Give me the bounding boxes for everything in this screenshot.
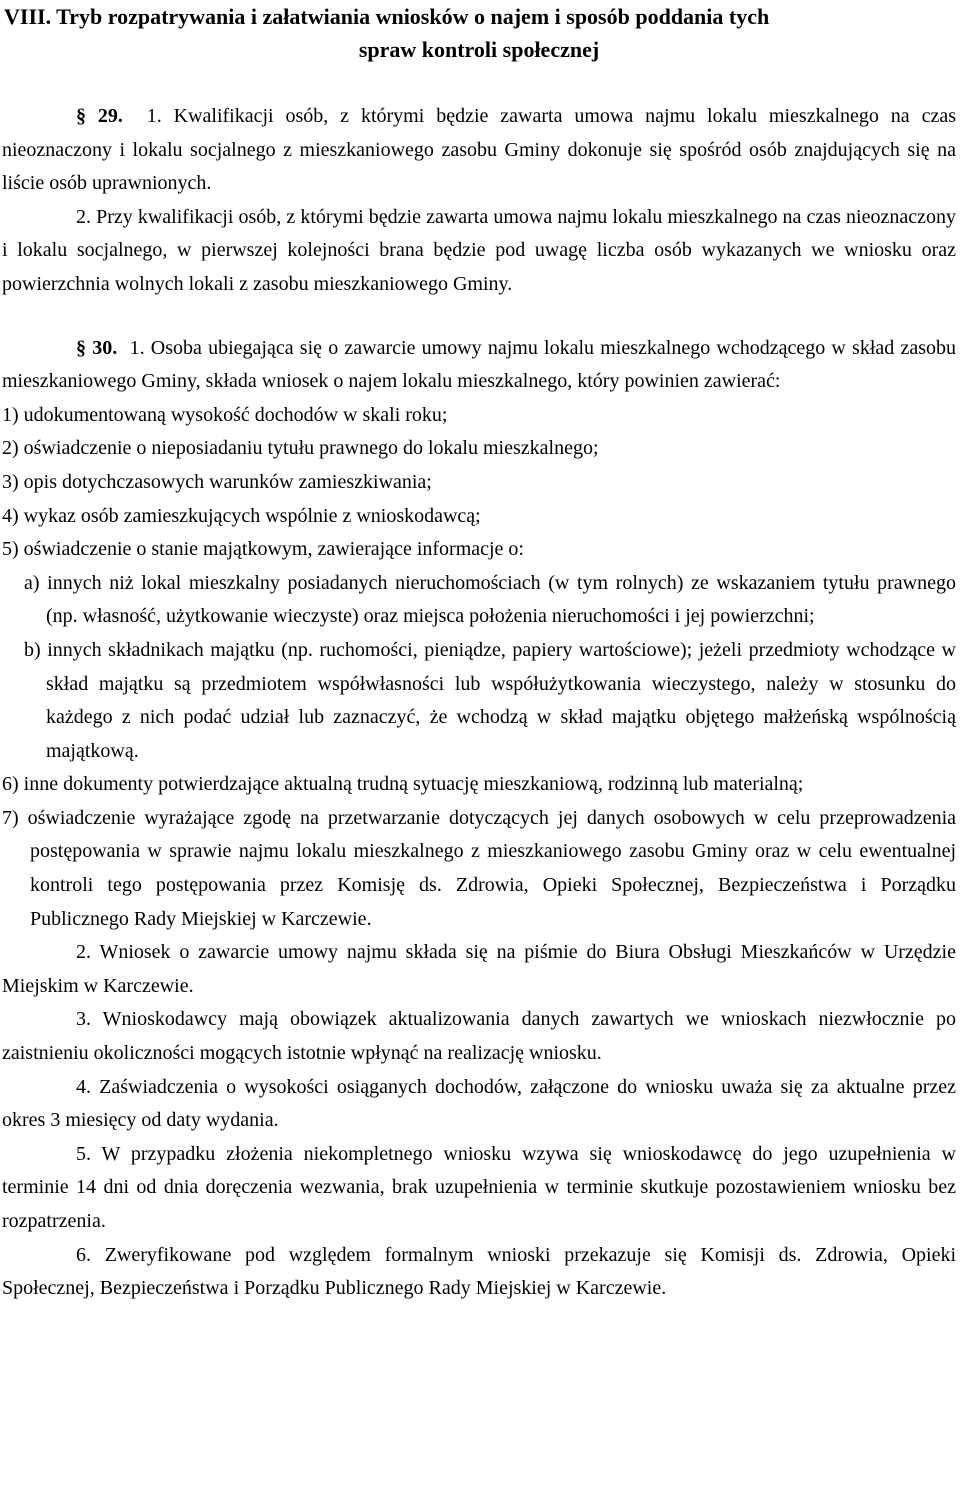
list-item-7: 7) oświadczenie wyrażające zgodę na przetwarzanie dotyczących jej danych osobowych w celu przeprowadzenia postępowania w sprawie najmu lokalu mieszkalnego z mieszkaniowego zasobu Gminy oraz w celu ewentualnej kontroli tego postępowania przez Komisję ds. Zdrowia, Opieki Społecznej, Bezpieczeństwa i Porządku Publicznego Rady Miejskiej w Karczewie. [2,806,956,930]
list-item-1: 1) udokumentowaną wysokość dochodów w skali roku; [2,403,448,426]
paragraph-30-4: 4. Zaświadczenia o wysokości osiąganych dochodów, załączone do wniosku uważa się za aktualne przez okres 3 miesięcy od daty wydania. [2,1075,956,1132]
chapter-heading-line-1: VIII. Tryb rozpatrywania i załatwiania wniosków o najem i sposób poddania tych [4,4,770,29]
chapter-heading [2,0,956,66]
section-30 [2,332,956,1306]
chapter-heading-line-2: spraw kontroli społecznej [358,37,600,62]
list-item-2: 2) oświadczenie o nieposiadaniu tytułu prawnego do lokalu mieszkalnego; [2,437,599,460]
list-subitem-a: a) innych niż lokal mieszkalny posiadanych nieruchomościach (w tym rolnych) ze wskazaniem tytułu prawnego (np. własność, użytkowanie wieczyste) oraz miejsca położenia nieruchomości i jej powierzchni; [24,571,956,628]
paragraph-30-5: 5. W przypadku złożenia niekompletnego wniosku wzywa się wnioskodawcę do jego uzupełnienia w terminie 14 dni od dnia doręczenia wezwania, brak uzupełnienia w terminie skutkuje pozostawieniem wniosku bez rozpatrzenia. [2,1142,956,1232]
paragraph-29-2: 2. Przy kwalifikacji osób, z którymi będzie zawarta umowa najmu lokalu mieszkalnego na czas nieoznaczony i lokalu socjalnego, w pierwszej kolejności brana będzie pod uwagę liczba osób wykazanych we wniosku oraz powierzchnia wolnych lokali z zasobu mieszkaniowego Gminy. [2,205,956,295]
list-subitem-b: b) innych składnikach majątku (np. ruchomości, pieniądze, papiery wartościowe); jeżeli przedmioty wchodzące w skład majątku są przedmiotem współwłasności lub współużytkowania wieczystego, należy w stosunku do każdego z nich podać udział lub zaznaczyć, że wchodzą w skład majątku objętego małżeńską wspólnością majątkową. [24,638,956,762]
paragraph-30-2: 2. Wniosek o zawarcie umowy najmu składa się na piśmie do Biura Obsługi Mieszkańców w Urzędzie Miejskim w Karczewie. [2,941,956,997]
section-29 [2,100,956,302]
section-29-mark: § [76,105,86,127]
section-30-number: 30. [92,336,118,359]
list-item-3: 3) opis dotychczasowych warunków zamieszkiwania; [2,470,432,493]
section-30-mark: § [76,336,86,359]
list-item-4: 4) wykaz osób zamieszkujących wspólnie z wnioskodawcą; [2,504,481,527]
paragraph-30-1-text: 1. Osoba ubiegająca się o zawarcie umowy najmu lokalu mieszkalnego wchodzącego w skład zasobu mieszkaniowego Gminy, składa wniosek o najem lokalu mieszkalnego, który powinien zawierać: [2,336,957,393]
paragraph-30-6: 6. Zweryfikowane pod względem formalnym wnioski przekazuje się Komisji ds. Zdrowia, Opieki Społecznej, Bezpieczeństwa i Porządku Publicznego Rady Miejskiej w Karczewie. [2,1243,956,1300]
paragraph-30-3: 3. Wnioskodawcy mają obowiązek aktualizowania danych zawartych we wnioskach niezwłocznie po zaistnieniu okoliczności mogących istotnie wpłynąć na realizację wniosku. [2,1008,956,1065]
paragraph-30-1 [2,332,956,399]
list-item-5: 5) oświadczenie o stanie majątkowym, zawierające informacje o: [2,538,524,561]
paragraph-29-1 [2,100,956,201]
paragraph-29-1-text: 1. Kwalifikacji osób, z którymi będzie zawarta umowa najmu lokalu mieszkalnego na czas nieoznaczony i lokalu socjalnego z mieszkaniowego zasobu Gminy dokonuje się spośród osób znajdujących się na liście osób uprawnionych. [2,105,956,195]
list-item-6: 6) inne dokumenty potwierdzające aktualną trudną sytuację mieszkaniową, rodzinną lub materialną; [2,773,804,796]
section-29-number: 29. [97,105,123,127]
